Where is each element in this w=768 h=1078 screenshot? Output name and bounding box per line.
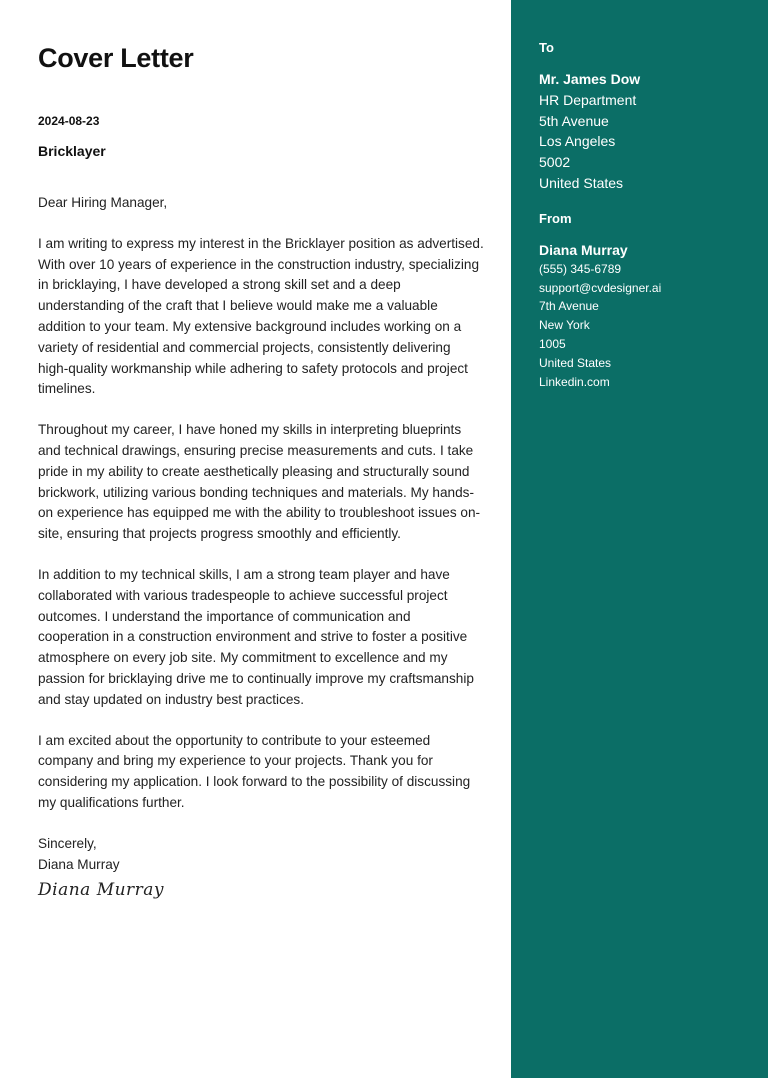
recipient-city: Los Angeles: [539, 133, 616, 150]
sender-country: United States: [539, 355, 612, 370]
paragraph-1: I am writing to express my interest in the Bricklayer position as advertised. With over 10 years of experience in the construction industry, specializing in bricklaying, I have developed a strong skill set and a deep understanding of the craft that I believe would make me a valuable addition to your team. My extensive background includes working on a variety of residential and commercial projects, consistently delivering high-quality workmanship while adhering to safety protocols and project timelines.: [38, 235, 484, 397]
closing-block: [38, 834, 484, 876]
sender-street: 7th Avenue: [539, 299, 599, 314]
recipient-street: 5th Avenue: [539, 112, 609, 129]
salutation: Dear Hiring Manager,: [38, 195, 168, 210]
sender-email[interactable]: support@cvdesigner.ai: [539, 280, 662, 295]
sender-phone: (555) 345-6789: [539, 261, 622, 276]
sender-name: Diana Murray: [539, 241, 628, 258]
job-position: Bricklayer: [38, 143, 106, 159]
page-title: Cover Letter: [38, 43, 194, 73]
letter-body: [38, 40, 484, 900]
handwritten-signature: Diana Murray: [38, 880, 165, 901]
sender-zip: 1005: [539, 336, 566, 351]
sender-linkedin-link[interactable]: Linkedin.com: [539, 374, 610, 389]
recipient-name: Mr. James Dow: [539, 71, 641, 87]
paragraph-2: Throughout my career, I have honed my skills in interpreting blueprints and technical drawings, ensuring precise measurements and cuts. I take pride in my ability to create aesthetically pleasing and structurally sound brickwork, utilizing various bonding techniques and materials. My hands-on experience has equipped me with the ability to troubleshoot issues on-site, ensuring that projects progress smoothly and efficiently.: [38, 422, 481, 542]
recipient-label: To: [539, 40, 554, 55]
sender-city: New York: [539, 318, 590, 333]
contact-sidebar: [511, 0, 768, 1078]
contact-sidebar-content: [539, 40, 754, 391]
sender-label: From: [539, 210, 572, 226]
paragraph-4: I am excited about the opportunity to contribute to your esteemed company and bring my experience to your projects. Thank you for considering my application. I look forward to the possibility of discussing my qualifications further.: [38, 732, 471, 810]
recipient-department: HR Department: [539, 91, 637, 108]
recipient-zip: 5002: [539, 154, 571, 171]
closing-phrase: Sincerely,: [38, 835, 97, 851]
recipient-country: United States: [539, 174, 624, 191]
closing-name: Diana Murray: [38, 856, 120, 872]
letter-date: 2024-08-23: [38, 114, 100, 128]
paragraph-3: In addition to my technical skills, I am a strong team player and have collaborated with various tradespeople to achieve successful project outcomes. I understand the importance of communication and cooperation in a construction environment and strive to foster a positive atmosphere on every job site. My commitment to excellence and my passion for bricklaying drive me to continually improve my craftsmanship and stay updated on industry best practices.: [38, 566, 474, 707]
